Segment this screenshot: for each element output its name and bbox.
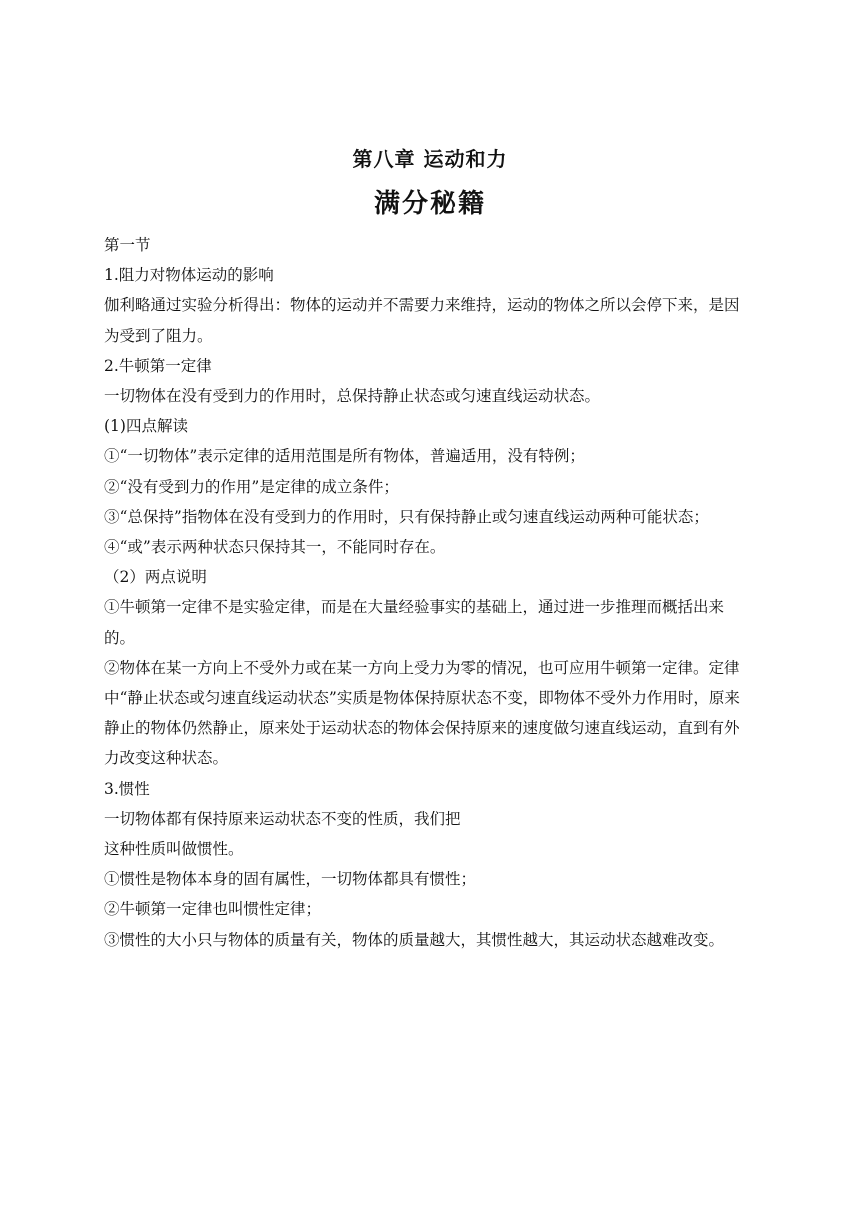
list-item: ③“总保持”指物体在没有受到力的作用时，只有保持静止或匀速直线运动两种可能状态； (104, 507, 709, 526)
sub-heading: (1)四点解读 (104, 417, 188, 436)
paragraph: 一切物体在没有受到力的作用时，总保持静止状态或匀速直线运动状态。 (104, 387, 601, 406)
paragraph: 伽利略通过实验分析得出：物体的运动并不需要力来维持，运动的物体之所以会停下来，是因为受到了阻力。 (104, 296, 740, 345)
list-item: ①惯性是物体本身的固有属性，一切物体都具有惯性； (104, 870, 477, 889)
list-item: ②牛顿第一定律也叫惯性定律； (104, 900, 322, 919)
topic-heading: 3.惯性 (104, 779, 150, 798)
list-item: ④“或”表示两种状态只保持其一，不能同时存在。 (104, 538, 446, 557)
list-item: ①牛顿第一定律不是实验定律，而是在大量经验事实的基础上，通过进一步推理而概括出来的。 (104, 598, 725, 647)
topic-heading: 2.牛顿第一定律 (104, 356, 212, 375)
sub-heading: （2）两点说明 (104, 568, 207, 587)
list-item: ②“没有受到力的作用”是定律的成立条件； (104, 477, 399, 496)
paragraph: 一切物体都有保持原来运动状态不变的性质，我们把 (104, 809, 461, 828)
list-item: ②物体在某一方向上不受外力或在某一方向上受力为零的情况，也可应用牛顿第一定律。定律中“静止状态或匀速直线运动状态”实质是物体保持原状态不变，即物体不受外力作用时，原来静止的物体仍然静止，原来处于运动状态的物体会保持原来的速度做匀速直线运动，直到有外力改变这种状态。 (104, 658, 740, 768)
topic-heading: 1.阻力对物体运动的影响 (104, 266, 274, 285)
section-heading: 第一节 (104, 236, 151, 254)
paragraph: 这种性质叫做惯性。 (104, 840, 244, 859)
list-item: ①“一切物体”表示定律的适用范围是所有物体，普遍适用，没有特例； (104, 447, 585, 466)
document-body (104, 230, 748, 955)
list-item: ③惯性的大小只与物体的质量有关，物体的质量越大，其惯性越大，其运动状态越难改变。 (104, 930, 725, 949)
chapter-title: 第八章 运动和力 (352, 147, 508, 171)
document-subtitle: 满分秘籍 (373, 189, 486, 219)
